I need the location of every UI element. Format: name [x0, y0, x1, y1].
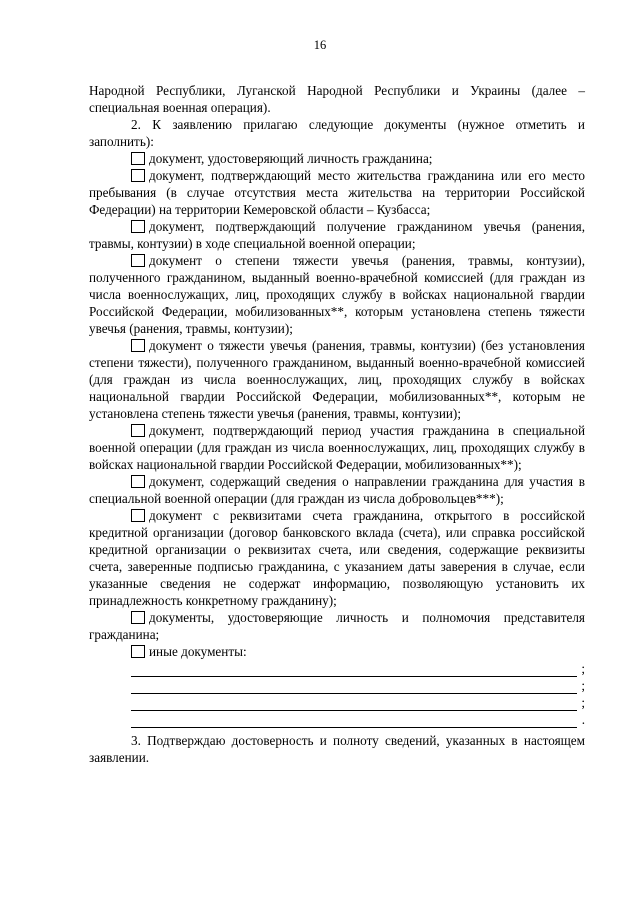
- document-item: [89, 218, 585, 252]
- page-number: 16: [313, 38, 327, 52]
- blank-line-punctuation: ;: [581, 661, 585, 676]
- document-item-text: документы, удостоверяющие личность и полномочия представителя гражданина;: [89, 610, 585, 642]
- document-item-text: документ, подтверждающий место жительства гражданина или его место пребывания (в случае отсутствия места жительства на территории Российской Федерации) на территории Кемеровской области – Кузбасса;: [89, 168, 585, 217]
- blank-line-rule: [131, 664, 577, 677]
- document-checkbox[interactable]: [131, 339, 145, 352]
- paragraph-2: 2. К заявлению прилагаю следующие документы (нужное отметить и заполнить):: [89, 117, 585, 149]
- blank-fill-line[interactable]: [131, 694, 585, 711]
- document-item: [89, 643, 585, 660]
- other-documents-blank-lines: [89, 660, 585, 728]
- document-item: [89, 609, 585, 643]
- blank-fill-line[interactable]: [131, 677, 585, 694]
- intro-continuation: Народной Республики, Луганской Народной Республики и Украины (далее – специальная военная операция).: [89, 83, 585, 115]
- document-item: [89, 422, 585, 473]
- document-checkbox[interactable]: [131, 424, 145, 437]
- document-checkbox[interactable]: [131, 611, 145, 624]
- blank-line-punctuation: ;: [581, 695, 585, 710]
- document-item: [89, 473, 585, 507]
- document-checkbox[interactable]: [131, 645, 145, 658]
- document-item-text: документ, содержащий сведения о направлении гражданина для участия в специальной военной операции (для граждан из числа добровольцев***);: [89, 474, 585, 506]
- blank-line-rule: [131, 681, 577, 694]
- document-checkbox[interactable]: [131, 475, 145, 488]
- paragraph-3: 3. Подтверждаю достоверность и полноту сведений, указанных в настоящем заявлении.: [89, 733, 585, 765]
- document-checkbox[interactable]: [131, 169, 145, 182]
- document-item-text: документ, подтверждающий получение гражданином увечья (ранения, травмы, контузии) в ходе специальной военной операции;: [89, 219, 585, 251]
- document-item-text: документ о тяжести увечья (ранения, травмы, контузии) (без установления степени тяжести), полученного гражданином, выданный военно-врачебной комиссией (для граждан из числа военнослужащих, лиц, проходящих службу в войсках национальной гвардии Российской Федерации, мобилизованных**, которым не установлена степень тяжести увечья (ранения, травмы, контузии);: [89, 338, 585, 421]
- document-item: [89, 507, 585, 609]
- document-body: [89, 82, 585, 766]
- document-item-text: документ о степени тяжести увечья (ранения, травмы, контузии), полученного гражданином, выданный военно-врачебной комиссией (для граждан из числа военнослужащих, лиц, проходящих службу в войсках национальной гвардии Российской Федерации, мобилизованных**, которым установлена степень тяжести увечья (ранения, травмы, контузии);: [89, 253, 585, 336]
- document-item: [89, 150, 585, 167]
- document-item: [89, 252, 585, 337]
- document-item: [89, 167, 585, 218]
- blank-line-punctuation: ;: [581, 678, 585, 693]
- document-item-text: документ с реквизитами счета гражданина, открытого в российской кредитной организации (договор банковского вклада (счета), или справка российской кредитной организации о реквизитах счета, или сведения, содержащие реквизиты счета, заверенные подписью гражданина, с указанием даты заверения в случае, если указанные сведения не содержат информацию, позволяющую установить их принадлежность конкретному гражданину);: [89, 508, 585, 608]
- blank-fill-line[interactable]: [131, 660, 585, 677]
- document-checkbox[interactable]: [131, 509, 145, 522]
- document-item-text: документ, удостоверяющий личность гражданина;: [149, 151, 433, 166]
- blank-line-rule: [131, 715, 577, 728]
- document-checkbox[interactable]: [131, 254, 145, 267]
- document-item-text: иные документы:: [149, 644, 247, 659]
- blank-line-punctuation: .: [581, 712, 585, 727]
- blank-line-rule: [131, 698, 577, 711]
- document-item: [89, 337, 585, 422]
- document-item-text: документ, подтверждающий период участия гражданина в специальной военной операции (для граждан из числа военнослужащих, лиц, проходящих службу в войсках национальной гвардии Российской Федерации, мобилизованных**);: [89, 423, 585, 472]
- document-checkbox[interactable]: [131, 152, 145, 165]
- document-checkbox[interactable]: [131, 220, 145, 233]
- documents-checklist: [89, 150, 585, 660]
- blank-fill-line[interactable]: [131, 711, 585, 728]
